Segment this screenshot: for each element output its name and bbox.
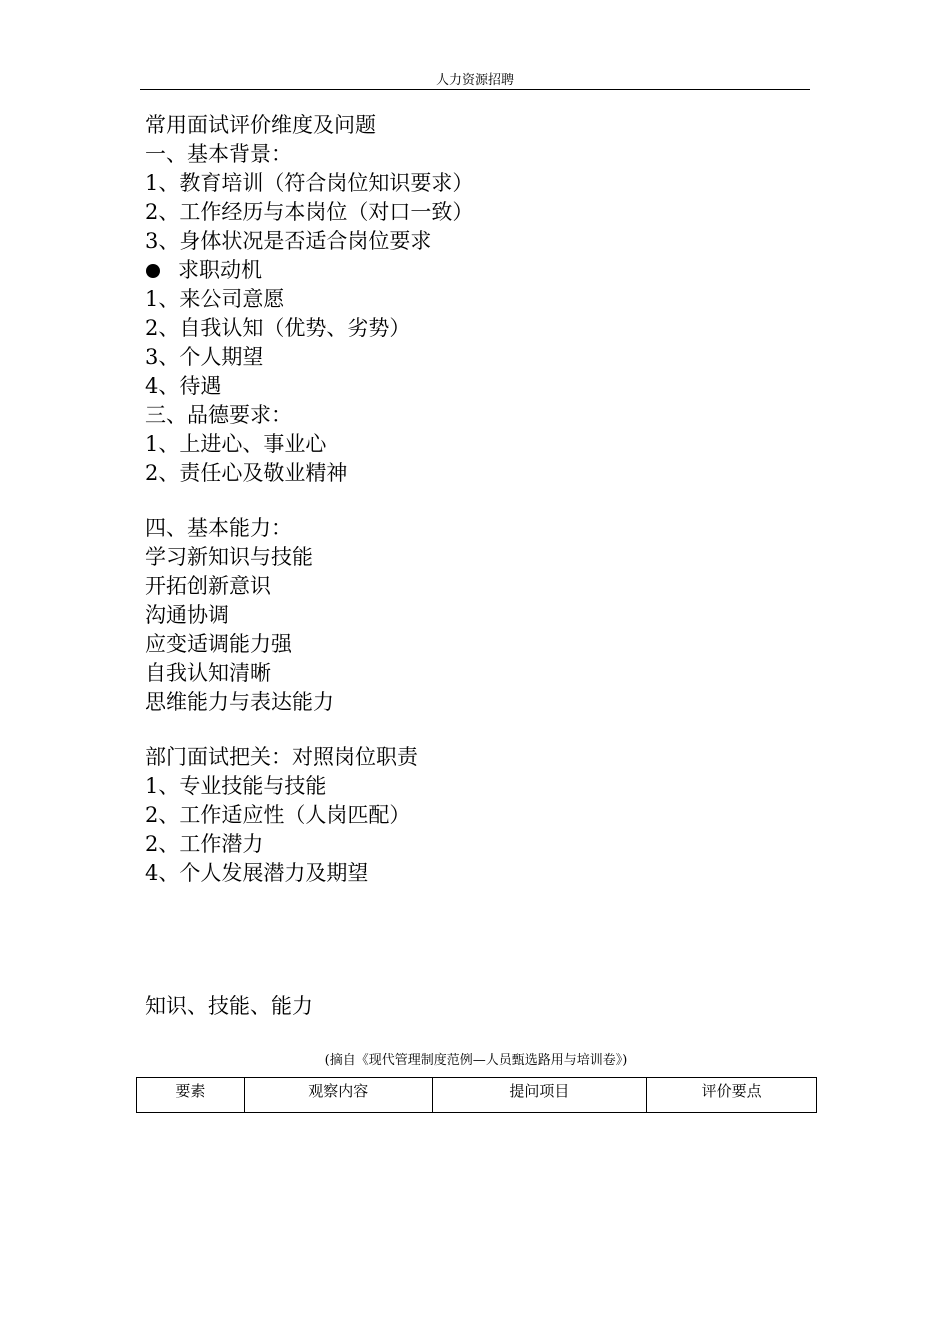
list-item: 3、身体状况是否适合岗位要求 xyxy=(145,229,432,253)
spacer xyxy=(145,488,785,514)
list-item: 2、工作经历与本岗位（对口一致） xyxy=(145,200,474,224)
list-item: 3、个人期望 xyxy=(145,345,264,369)
list-item: 1、专业技能与技能 xyxy=(145,774,327,798)
document-title: 常用面试评价维度及问题 xyxy=(145,113,376,137)
list-item: 4、待遇 xyxy=(145,374,222,398)
spacer xyxy=(145,717,785,743)
source-citation: (摘自《现代管理制度范例—人员甄选路用与培训卷》) xyxy=(324,1053,628,1068)
section-department-interview-heading: 部门面试把关：对照岗位职责 xyxy=(145,745,418,769)
page-header: 人力资源招聘 xyxy=(140,72,810,90)
section-knowledge-skills-heading: 知识、技能、能力 xyxy=(145,994,313,1018)
table-header-cell: 评价要点 xyxy=(647,1078,817,1113)
list-item: 4、个人发展潜力及期望 xyxy=(145,861,369,885)
bullet-icon xyxy=(146,264,160,278)
list-item: 2、自我认知（优势、劣势） xyxy=(145,316,411,340)
table-header-cell: 观察内容 xyxy=(244,1078,432,1113)
list-item: 应变适调能力强 xyxy=(145,632,292,656)
list-item: 沟通协调 xyxy=(145,603,229,627)
list-item: 2、责任心及敬业精神 xyxy=(145,461,348,485)
list-item: 开拓创新意识 xyxy=(145,574,271,598)
section-basic-background-heading: 一、基本背景： xyxy=(145,142,292,166)
list-item: 1、来公司意愿 xyxy=(145,287,285,311)
section-basic-ability-heading: 四、基本能力： xyxy=(145,516,292,540)
list-item: 1、教育培训（符合岗位知识要求） xyxy=(145,171,474,195)
evaluation-table xyxy=(136,1077,817,1113)
table-header-row xyxy=(137,1078,817,1113)
document-body xyxy=(145,111,785,1021)
section-motivation-heading xyxy=(145,256,785,285)
section-heading-text: 求职动机 xyxy=(178,258,262,282)
table-header-cell: 要素 xyxy=(137,1078,245,1113)
section-character-heading: 三、品德要求： xyxy=(145,403,292,427)
list-item: 学习新知识与技能 xyxy=(145,545,313,569)
list-item: 2、工作适应性（人岗匹配） xyxy=(145,803,411,827)
spacer xyxy=(145,888,785,992)
list-item: 思维能力与表达能力 xyxy=(145,690,334,714)
list-item: 1、上进心、事业心 xyxy=(145,432,327,456)
list-item: 2、工作潜力 xyxy=(145,832,264,856)
list-item: 自我认知清晰 xyxy=(145,661,271,685)
table-header-cell: 提问项目 xyxy=(432,1078,647,1113)
